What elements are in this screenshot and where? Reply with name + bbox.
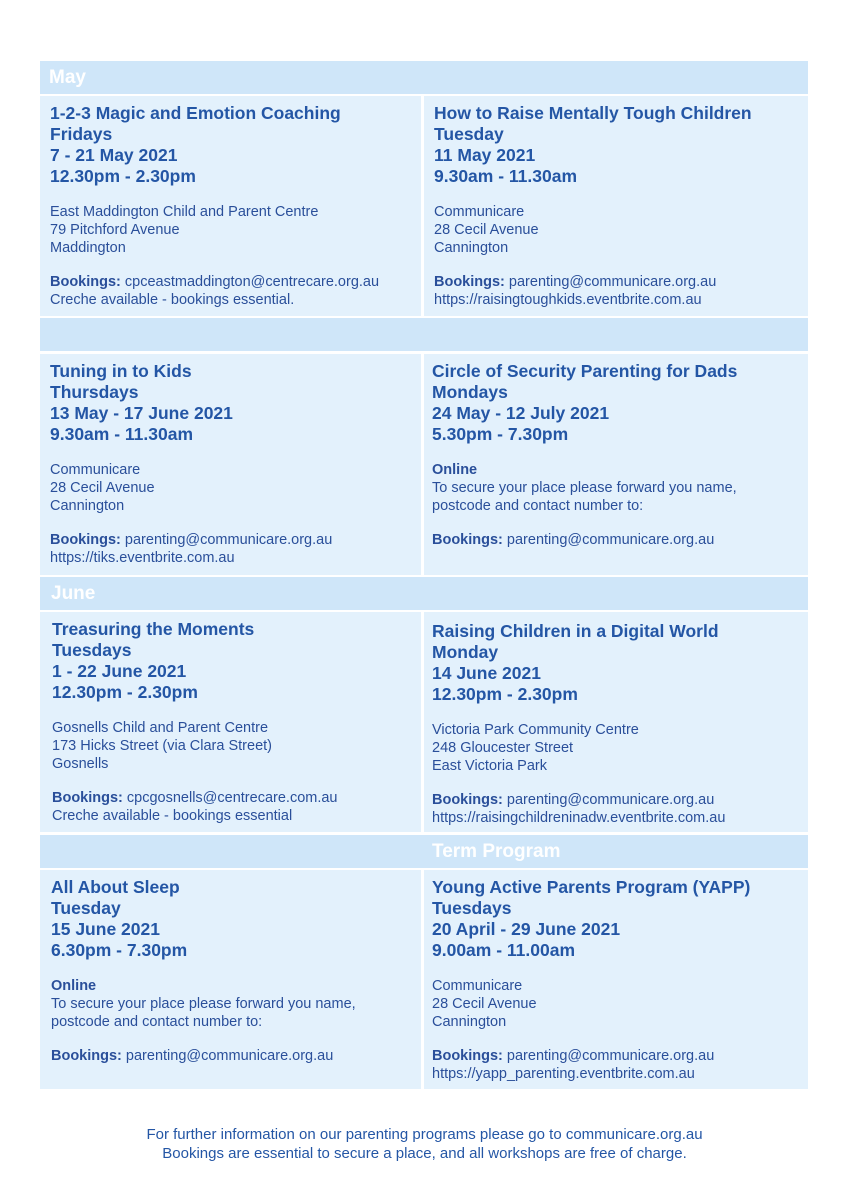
- section-band-spacer: [40, 318, 808, 351]
- program-time: 12.30pm - 2.30pm: [432, 684, 578, 704]
- bookings-email[interactable]: parenting@communicare.org.au: [124, 532, 333, 548]
- program-card: [424, 612, 808, 832]
- bookings-label: Bookings:: [50, 532, 121, 548]
- program-dates: 1 - 22 June 2021: [52, 661, 187, 681]
- program-card: [424, 354, 808, 575]
- bookings-note: Creche available - bookings essential: [52, 808, 293, 824]
- venue-line: To secure your place please forward you name,: [432, 480, 737, 496]
- section-band-june: [40, 577, 808, 610]
- venue-line: Communicare: [434, 204, 525, 220]
- venue-line: 173 Hicks Street (via Clara Street): [52, 738, 272, 754]
- bookings-link[interactable]: https://tiks.eventbrite.com.au: [50, 550, 235, 566]
- program-time: 9.00am - 11.00am: [432, 940, 576, 960]
- program-card: [424, 96, 808, 316]
- program-day: Monday: [432, 642, 499, 662]
- program-time: 9.30am - 11.30am: [434, 166, 578, 186]
- bookings-link[interactable]: https://raisingchildreninadw.eventbrite.com.au: [432, 810, 726, 826]
- program-day: Tuesdays: [52, 640, 132, 660]
- program-bookings: [432, 531, 798, 549]
- program-venue: [434, 203, 798, 257]
- program-day: Thursdays: [50, 382, 139, 402]
- venue-line: 28 Cecil Avenue: [432, 996, 537, 1012]
- venue-line: Cannington: [432, 1014, 507, 1030]
- bookings-email[interactable]: parenting@communicare.org.au: [508, 274, 717, 290]
- program-day: Tuesday: [51, 898, 121, 918]
- bookings-note: Creche available - bookings essential.: [50, 292, 295, 308]
- venue-line: Maddington: [50, 240, 126, 256]
- program-time: 6.30pm - 7.30pm: [51, 940, 188, 960]
- program-venue: [52, 719, 411, 773]
- venue-line: 28 Cecil Avenue: [50, 480, 155, 496]
- program-bookings: [432, 791, 798, 827]
- program-bookings: [51, 1047, 411, 1065]
- program-name: Young Active Parents Program (YAPP): [432, 877, 751, 897]
- venue-line: 248 Gloucester Street: [432, 740, 574, 756]
- program-time: 5.30pm - 7.30pm: [432, 424, 569, 444]
- venue-line: Cannington: [434, 240, 509, 256]
- program-bookings: [432, 1047, 798, 1083]
- venue-line: 28 Cecil Avenue: [434, 222, 539, 238]
- venue-line: Gosnells Child and Parent Centre: [52, 720, 269, 736]
- venue-line: East Victoria Park: [432, 758, 547, 774]
- bookings-label: Bookings:: [51, 1048, 122, 1064]
- venue-line: Communicare: [50, 462, 141, 478]
- bookings-label: Bookings:: [432, 532, 503, 548]
- online-label: Online: [432, 462, 478, 478]
- program-day: Mondays: [432, 382, 508, 402]
- program-name: Circle of Security Parenting for Dads: [432, 361, 738, 381]
- program-bookings: [50, 531, 411, 567]
- program-dates: 15 June 2021: [51, 919, 160, 939]
- bookings-email[interactable]: parenting@communicare.org.au: [125, 1048, 334, 1064]
- footer: [0, 1126, 849, 1163]
- program-time: 12.30pm - 2.30pm: [50, 166, 196, 186]
- program-name: How to Raise Mentally Tough Children: [434, 103, 752, 123]
- bookings-link[interactable]: https://yapp_parenting.eventbrite.com.au: [432, 1066, 695, 1082]
- venue-line: postcode and contact number to:: [51, 1014, 263, 1030]
- program-card: [40, 612, 421, 832]
- program-name: Treasuring the Moments: [52, 619, 255, 639]
- venue-line: Communicare: [432, 978, 523, 994]
- program-dates: 13 May - 17 June 2021: [50, 403, 233, 423]
- program-dates: 11 May 2021: [434, 145, 536, 165]
- program-venue: [50, 461, 411, 515]
- venue-line: To secure your place please forward you name,: [51, 996, 356, 1012]
- program-bookings: [50, 273, 411, 309]
- section-title-june: June: [51, 582, 96, 604]
- program-day: Tuesdays: [432, 898, 512, 918]
- venue-line: Victoria Park Community Centre: [432, 722, 639, 738]
- section-title-term: Term Program: [432, 840, 561, 862]
- venue-line: Cannington: [50, 498, 125, 514]
- program-venue: [432, 977, 798, 1031]
- venue-line: East Maddington Child and Parent Centre: [50, 204, 319, 220]
- bookings-label: Bookings:: [432, 792, 503, 808]
- program-venue: [51, 977, 411, 1031]
- section-title-may: May: [49, 66, 86, 88]
- bookings-link[interactable]: https://raisingtoughkids.eventbrite.com.au: [434, 292, 702, 308]
- venue-line: postcode and contact number to:: [432, 498, 644, 514]
- program-card: [40, 96, 421, 316]
- program-bookings: [434, 273, 798, 309]
- program-card: [40, 354, 421, 575]
- program-card: [40, 870, 421, 1089]
- program-name: All About Sleep: [51, 877, 180, 897]
- program-venue: [432, 461, 798, 515]
- bookings-email[interactable]: parenting@communicare.org.au: [506, 1048, 715, 1064]
- bookings-label: Bookings:: [50, 274, 121, 290]
- program-card: [424, 870, 808, 1089]
- program-venue: [50, 203, 411, 257]
- bookings-email[interactable]: cpcgosnells@centrecare.com.au: [126, 790, 338, 806]
- program-time: 9.30am - 11.30am: [50, 424, 194, 444]
- program-day: Fridays: [50, 124, 113, 144]
- bookings-email[interactable]: parenting@communicare.org.au: [506, 792, 715, 808]
- bookings-email[interactable]: parenting@communicare.org.au: [506, 532, 715, 548]
- venue-line: 79 Pitchford Avenue: [50, 222, 180, 238]
- bookings-label: Bookings:: [52, 790, 123, 806]
- bookings-label: Bookings:: [432, 1048, 503, 1064]
- section-band-may: [40, 61, 808, 94]
- program-dates: 24 May - 12 July 2021: [432, 403, 610, 423]
- program-dates: 20 April - 29 June 2021: [432, 919, 621, 939]
- footer-info: For further information on our parenting programs please go to communicare.org.au: [146, 1126, 703, 1143]
- program-bookings: [52, 789, 411, 825]
- online-label: Online: [51, 978, 97, 994]
- program-dates: 7 - 21 May 2021: [50, 145, 178, 165]
- footer-note: Bookings are essential to secure a place, and all workshops are free of charge.: [162, 1144, 687, 1162]
- section-band-term: [40, 835, 808, 868]
- program-name: 1-2-3 Magic and Emotion Coaching: [50, 103, 341, 123]
- program-time: 12.30pm - 2.30pm: [52, 682, 198, 702]
- bookings-email[interactable]: cpceastmaddington@centrecare.org.au: [124, 274, 380, 290]
- program-day: Tuesday: [434, 124, 504, 144]
- program-venue: [432, 721, 798, 775]
- program-name: Tuning in to Kids: [50, 361, 192, 381]
- program-name: Raising Children in a Digital World: [432, 621, 719, 641]
- bookings-label: Bookings:: [434, 274, 505, 290]
- venue-line: Gosnells: [52, 756, 109, 772]
- program-dates: 14 June 2021: [432, 663, 541, 683]
